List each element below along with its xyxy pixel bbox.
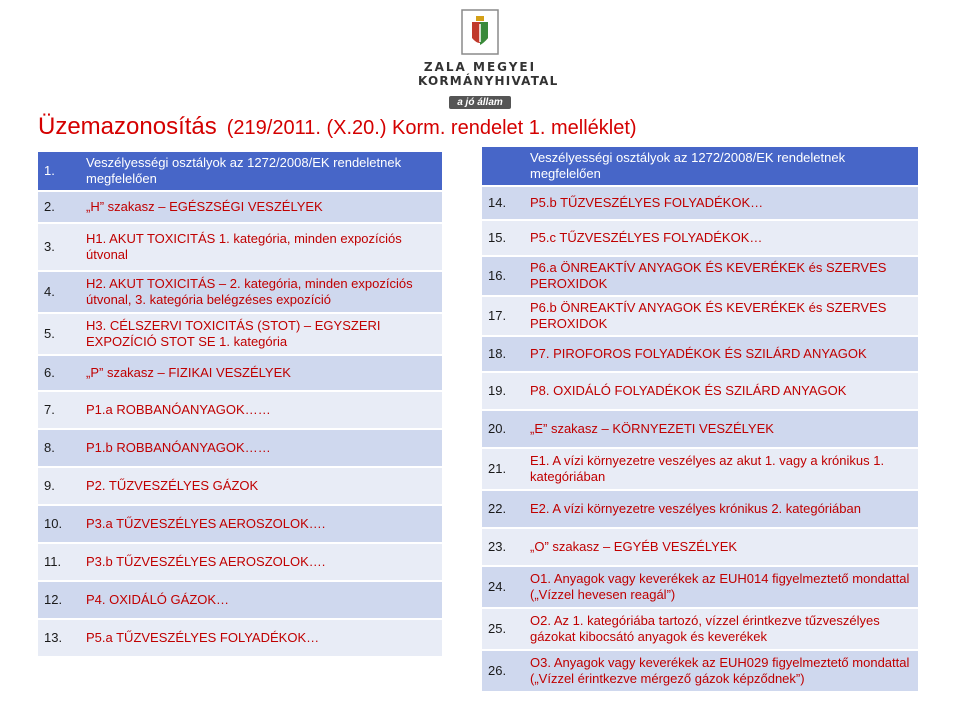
row-text: P1.a ROBBANÓANYAGOK……: [80, 392, 442, 428]
row-text: „E” szakasz – KÖRNYEZETI VESZÉLYEK: [524, 411, 918, 447]
row-text: P4. OXIDÁLÓ GÁZOK…: [80, 582, 442, 618]
row-number: 6.: [38, 356, 80, 390]
row-number: 21.: [482, 449, 524, 489]
table-row: [482, 221, 918, 255]
table-row: [38, 152, 442, 190]
row-text: P3.b TŰZVESZÉLYES AEROSZOLOK….: [80, 544, 442, 580]
table-row: [482, 373, 918, 409]
logo-line-2: KORMÁNYHIVATAL: [418, 74, 559, 88]
table-row: [38, 272, 442, 312]
table-row: [38, 620, 442, 656]
row-number: 24.: [482, 567, 524, 607]
row-text: P5.c TŰZVESZÉLYES FOLYADÉKOK…: [524, 221, 918, 255]
row-text: P6.b ÖNREAKTÍV ANYAGOK ÉS KEVERÉKEK és SZERVES PEROXIDOK: [524, 297, 918, 335]
table-row: [482, 187, 918, 219]
row-text: „P” szakasz – FIZIKAI VESZÉLYEK: [80, 356, 442, 390]
title-main: Üzemazonosítás: [38, 113, 217, 140]
row-number: 11.: [38, 544, 80, 580]
row-text: P6.a ÖNREAKTÍV ANYAGOK ÉS KEVERÉKEK és SZERVES PEROXIDOK: [524, 257, 918, 295]
row-number: 22.: [482, 491, 524, 527]
row-number: 17.: [482, 297, 524, 335]
table-row: [482, 491, 918, 527]
table-row: [482, 567, 918, 607]
table-row: [38, 544, 442, 580]
row-number: 19.: [482, 373, 524, 409]
table-row: [38, 314, 442, 354]
row-number: 13.: [38, 620, 80, 656]
row-number: 2.: [38, 192, 80, 222]
table-row: [482, 449, 918, 489]
page-title: [38, 113, 637, 141]
row-number: 4.: [38, 272, 80, 312]
row-text: P5.b TŰZVESZÉLYES FOLYADÉKOK…: [524, 187, 918, 219]
row-number: 10.: [38, 506, 80, 542]
row-text: P8. OXIDÁLÓ FOLYADÉKOK ÉS SZILÁRD ANYAGOK: [524, 373, 918, 409]
table-row: [38, 506, 442, 542]
row-number: 8.: [38, 430, 80, 466]
coat-of-arms-icon: [460, 8, 500, 56]
row-text: E1. A vízi környezetre veszélyes az akut 1. vagy a krónikus 1. kategóriában: [524, 449, 918, 489]
row-text: O3. Anyagok vagy keverékek az EUH029 figyelmeztető mondattal („Vízzel érintkezve mérgező gázok képződnek”): [524, 651, 918, 691]
row-number: [482, 147, 524, 185]
row-number: 12.: [38, 582, 80, 618]
row-text: O1. Anyagok vagy keverékek az EUH014 figyelmeztető mondattal („Vízzel hevesen reagál”): [524, 567, 918, 607]
row-text: P5.a TŰZVESZÉLYES FOLYADÉKOK…: [80, 620, 442, 656]
row-number: 26.: [482, 651, 524, 691]
table-row: [38, 392, 442, 428]
row-number: 14.: [482, 187, 524, 219]
table-row: [482, 651, 918, 691]
table-row: [482, 147, 918, 185]
table-row: [482, 337, 918, 371]
row-number: 16.: [482, 257, 524, 295]
row-text: P1.b ROBBANÓANYAGOK……: [80, 430, 442, 466]
table-row: [38, 582, 442, 618]
row-number: 3.: [38, 224, 80, 270]
row-number: 18.: [482, 337, 524, 371]
left-hazard-table: [38, 150, 442, 658]
row-number: 1.: [38, 152, 80, 190]
row-number: 25.: [482, 609, 524, 649]
row-text: Veszélyességi osztályok az 1272/2008/EK rendeletnek megfelelően: [80, 152, 442, 190]
row-text: P3.a TŰZVESZÉLYES AEROSZOLOK….: [80, 506, 442, 542]
row-number: 5.: [38, 314, 80, 354]
row-text: H2. AKUT TOXICITÁS – 2. kategória, minden expozíciós útvonal, 3. kategória belégzéses expozíció: [80, 272, 442, 312]
table-row: [38, 468, 442, 504]
row-text: Veszélyességi osztályok az 1272/2008/EK rendeletnek megfelelően: [524, 147, 918, 185]
row-number: 7.: [38, 392, 80, 428]
row-number: 9.: [38, 468, 80, 504]
table-row: [482, 411, 918, 447]
row-text: H3. CÉLSZERVI TOXICITÁS (STOT) – EGYSZERI EXPOZÍCIÓ STOT SE 1. kategória: [80, 314, 442, 354]
table-row: [38, 430, 442, 466]
logo-line-1: ZALA MEGYEI: [423, 60, 537, 74]
row-text: „O” szakasz – EGYÉB VESZÉLYEK: [524, 529, 918, 565]
table-row: [38, 224, 442, 270]
title-sub: (219/2011. (X.20.) Korm. rendelet 1. melléklet): [226, 117, 637, 139]
table-row: [38, 356, 442, 390]
right-hazard-table: [482, 145, 918, 693]
table-row: [482, 257, 918, 295]
logo: [418, 8, 559, 108]
row-text: H1. AKUT TOXICITÁS 1. kategória, minden expozíciós útvonal: [80, 224, 442, 270]
row-text: O2. Az 1. kategóriába tartozó, vízzel érintkezve tűzveszélyes gázokat kibocsátó anyagok és keverékek: [524, 609, 918, 649]
row-text: „H” szakasz – EGÉSZSÉGI VESZÉLYEK: [80, 192, 442, 222]
row-number: 15.: [482, 221, 524, 255]
logo-badge: a jó állam: [449, 96, 511, 109]
table-row: [482, 609, 918, 649]
row-text: P7. PIROFOROS FOLYADÉKOK ÉS SZILÁRD ANYAGOK: [524, 337, 918, 371]
table-row: [38, 192, 442, 222]
table-row: [482, 297, 918, 335]
row-number: 23.: [482, 529, 524, 565]
row-number: 20.: [482, 411, 524, 447]
table-row: [482, 529, 918, 565]
row-text: E2. A vízi környezetre veszélyes krónikus 2. kategóriában: [524, 491, 918, 527]
row-text: P2. TŰZVESZÉLYES GÁZOK: [80, 468, 442, 504]
